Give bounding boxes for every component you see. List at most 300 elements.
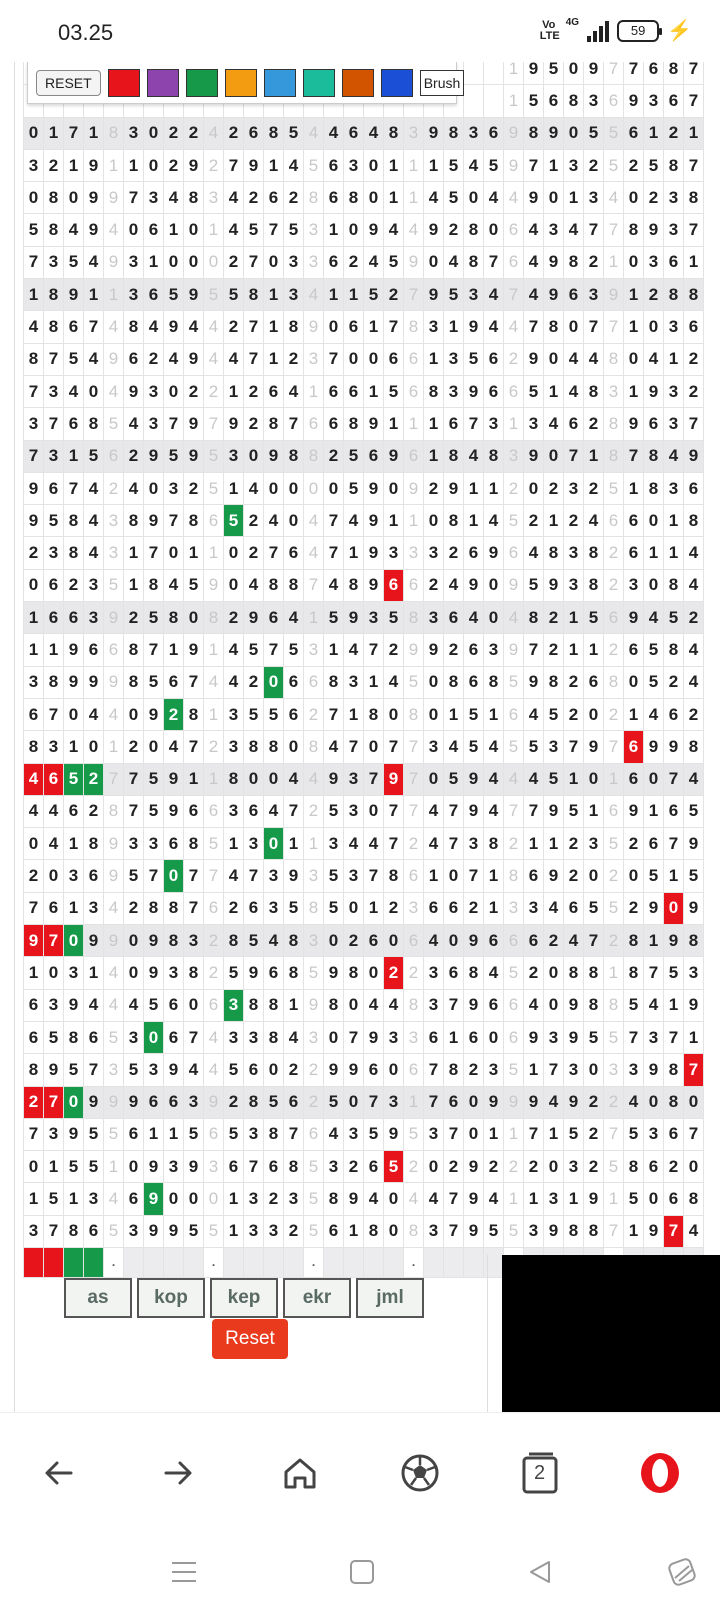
grid-cell[interactable]: 3	[624, 569, 644, 601]
grid-cell[interactable]: 3	[424, 1118, 444, 1150]
grid-cell[interactable]: 4	[44, 828, 64, 860]
grid-cell[interactable]: 3	[84, 892, 104, 924]
grid-cell[interactable]: 5	[524, 375, 544, 407]
grid-cell[interactable]: 5	[464, 343, 484, 375]
grid-cell[interactable]: 6	[164, 1086, 184, 1118]
grid-cell[interactable]: 8	[344, 957, 364, 989]
grid-cell[interactable]: 1	[224, 828, 244, 860]
grid-cell[interactable]: 8	[384, 860, 404, 892]
grid-cell[interactable]: 6	[404, 440, 424, 472]
grid-cell[interactable]: 2	[644, 279, 664, 311]
grid-cell[interactable]: 6	[664, 246, 684, 278]
grid-cell[interactable]: 7	[284, 1118, 304, 1150]
grid-cell[interactable]: 3	[164, 957, 184, 989]
grid-cell[interactable]: 0	[124, 214, 144, 246]
grid-cell[interactable]: 9	[424, 634, 444, 666]
grid-cell[interactable]: 9	[524, 343, 544, 375]
grid-cell[interactable]: 3	[44, 1118, 64, 1150]
grid-cell[interactable]: 6	[444, 408, 464, 440]
grid-cell[interactable]: 7	[84, 1054, 104, 1086]
grid-cell[interactable]: 7	[604, 731, 624, 763]
grid-cell[interactable]: 8	[124, 634, 144, 666]
grid-cell[interactable]: 4	[684, 569, 704, 601]
grid-cell[interactable]: 7	[604, 62, 624, 85]
grid-cell[interactable]: 9	[184, 440, 204, 472]
grid-cell[interactable]: 5	[604, 149, 624, 181]
grid-cell[interactable]: 7	[244, 311, 264, 343]
grid-cell[interactable]: 1	[664, 989, 684, 1021]
grid-cell[interactable]: 3	[544, 214, 564, 246]
grid-cell[interactable]: 5	[304, 1183, 324, 1215]
grid-cell[interactable]: 7	[664, 763, 684, 795]
grid-cell[interactable]: 2	[644, 182, 664, 214]
grid-cell[interactable]: 8	[124, 505, 144, 537]
grid-cell[interactable]: 1	[664, 505, 684, 537]
grid-cell[interactable]: 9	[484, 537, 504, 569]
grid-cell[interactable]: 4	[284, 1021, 304, 1053]
grid-cell[interactable]: 1	[64, 892, 84, 924]
grid-cell[interactable]: 5	[64, 1054, 84, 1086]
grid-cell[interactable]: 8	[224, 925, 244, 957]
grid-cell[interactable]: 5	[144, 666, 164, 698]
reset-colors-button[interactable]: RESET	[36, 70, 101, 96]
grid-cell[interactable]: 9	[84, 925, 104, 957]
grid-cell[interactable]: 3	[384, 1086, 404, 1118]
grid-cell[interactable]: 1	[404, 182, 424, 214]
grid-cell[interactable]: 8	[684, 925, 704, 957]
grid-cell[interactable]: 4	[84, 989, 104, 1021]
grid-cell[interactable]: 7	[44, 1215, 64, 1247]
grid-cell[interactable]: 2	[304, 1086, 324, 1118]
grid-cell[interactable]: 3	[304, 214, 324, 246]
grid-cell[interactable]: 1	[64, 731, 84, 763]
grid-cell[interactable]: 2	[544, 925, 564, 957]
grid-cell[interactable]: 0	[644, 311, 664, 343]
grid-cell[interactable]: 9	[104, 182, 124, 214]
grid-cell[interactable]: 3	[44, 375, 64, 407]
grid-cell[interactable]: 4	[84, 246, 104, 278]
grid-cell[interactable]: 0	[144, 117, 164, 149]
grid-cell[interactable]: 6	[504, 214, 524, 246]
grid-cell[interactable]: 1	[364, 311, 384, 343]
grid-cell[interactable]: 5	[324, 892, 344, 924]
grid-cell[interactable]: 0	[304, 472, 324, 504]
grid-cell[interactable]: 6	[104, 634, 124, 666]
brush-button[interactable]: Brush	[420, 70, 465, 96]
grid-cell[interactable]: 3	[484, 408, 504, 440]
grid-cell[interactable]: 7	[84, 311, 104, 343]
grid-cell[interactable]: 3	[144, 182, 164, 214]
grid-cell[interactable]: 9	[524, 440, 544, 472]
grid-cell[interactable]: 9	[524, 182, 544, 214]
grid-cell[interactable]: 6	[584, 666, 604, 698]
grid-cell[interactable]: 2	[244, 666, 264, 698]
grid-cell[interactable]: 2	[164, 117, 184, 149]
grid-cell[interactable]: 1	[564, 1183, 584, 1215]
grid-cell[interactable]: 0	[144, 149, 164, 181]
grid-cell[interactable]: 0	[244, 440, 264, 472]
grid-cell[interactable]: 7	[444, 1118, 464, 1150]
grid-cell[interactable]: 0	[24, 569, 44, 601]
grid-cell[interactable]: 8	[604, 666, 624, 698]
grid-cell[interactable]: 3	[424, 1215, 444, 1247]
grid-cell[interactable]: 7	[344, 1021, 364, 1053]
grid-cell[interactable]: 6	[504, 989, 524, 1021]
grid-cell[interactable]: 6	[324, 375, 344, 407]
grid-cell[interactable]: 4	[684, 537, 704, 569]
grid-cell[interactable]: 9	[284, 860, 304, 892]
grid-cell[interactable]: 8	[504, 860, 524, 892]
grid-cell[interactable]: 2	[24, 860, 44, 892]
grid-cell[interactable]: 8	[584, 1215, 604, 1247]
grid-cell[interactable]: 7	[544, 1054, 564, 1086]
grid-cell[interactable]: 6	[124, 343, 144, 375]
grid-cell[interactable]: 9	[104, 925, 124, 957]
grid-cell[interactable]: 4	[224, 666, 244, 698]
highlighted-cell[interactable]: 0	[64, 925, 84, 957]
grid-cell[interactable]: 9	[524, 1021, 544, 1053]
highlighted-cell[interactable]: 6	[384, 569, 404, 601]
reset-button[interactable]: Reset	[212, 1319, 288, 1359]
grid-cell[interactable]: 5	[104, 408, 124, 440]
highlighted-cell[interactable]: 2	[164, 698, 184, 730]
grid-cell[interactable]: 8	[344, 182, 364, 214]
highlighted-cell[interactable]: 0	[664, 892, 684, 924]
grid-cell[interactable]: 5	[504, 1215, 524, 1247]
grid-cell[interactable]: 6	[684, 472, 704, 504]
grid-cell[interactable]: 5	[644, 860, 664, 892]
grid-cell[interactable]: 3	[264, 892, 284, 924]
grid-cell[interactable]: 9	[464, 795, 484, 827]
grid-cell[interactable]: 6	[124, 1118, 144, 1150]
grid-cell[interactable]: 1	[104, 1151, 124, 1183]
grid-cell[interactable]: 1	[164, 634, 184, 666]
grid-cell[interactable]: 0	[124, 925, 144, 957]
grid-cell[interactable]: 5	[404, 1118, 424, 1150]
grid-cell[interactable]: 1	[424, 440, 444, 472]
grid-cell[interactable]: 4	[224, 182, 244, 214]
grid-cell[interactable]: 7	[604, 1118, 624, 1150]
grid-cell[interactable]: 2	[124, 731, 144, 763]
grid-cell[interactable]: 9	[184, 1151, 204, 1183]
grid-cell[interactable]: 1	[104, 279, 124, 311]
grid-cell[interactable]: 1	[624, 472, 644, 504]
grid-cell[interactable]: 1	[504, 1183, 524, 1215]
grid-cell[interactable]: 3	[524, 892, 544, 924]
grid-cell[interactable]: 7	[664, 1021, 684, 1053]
grid-cell[interactable]: 2	[444, 214, 464, 246]
grid-cell[interactable]: 6	[464, 666, 484, 698]
grid-cell[interactable]: 6	[664, 1183, 684, 1215]
grid-cell[interactable]: 4	[584, 505, 604, 537]
grid-cell[interactable]: 2	[684, 343, 704, 375]
grid-cell[interactable]: 1	[224, 1215, 244, 1247]
grid-cell[interactable]: 4	[24, 795, 44, 827]
grid-cell[interactable]: 3	[244, 1215, 264, 1247]
grid-cell[interactable]: 0	[624, 666, 644, 698]
grid-cell[interactable]: 1	[404, 408, 424, 440]
grid-cell[interactable]: 3	[324, 828, 344, 860]
grid-cell[interactable]: 7	[124, 795, 144, 827]
grid-cell[interactable]: 8	[364, 1215, 384, 1247]
grid-cell[interactable]: 5	[144, 763, 164, 795]
grid-cell[interactable]: 6	[624, 763, 644, 795]
grid-cell[interactable]: 9	[364, 214, 384, 246]
grid-cell[interactable]: 2	[224, 892, 244, 924]
grid-cell[interactable]: 0	[84, 375, 104, 407]
grid-cell[interactable]: 8	[304, 182, 324, 214]
grid-cell[interactable]: 6	[484, 375, 504, 407]
grid-cell[interactable]: 2	[504, 472, 524, 504]
grid-cell[interactable]: 5	[144, 602, 164, 634]
grid-cell[interactable]: 7	[604, 311, 624, 343]
grid-cell[interactable]: 1	[604, 246, 624, 278]
grid-cell[interactable]: 7	[404, 731, 424, 763]
grid-cell[interactable]: 9	[104, 1086, 124, 1118]
grid-cell[interactable]: 9	[104, 343, 124, 375]
grid-cell[interactable]: 1	[384, 408, 404, 440]
grid-cell[interactable]: 9	[484, 1086, 504, 1118]
grid-cell[interactable]: 4	[164, 343, 184, 375]
grid-cell[interactable]: 4	[164, 569, 184, 601]
grid-cell[interactable]: 7	[304, 569, 324, 601]
grid-cell[interactable]: 8	[324, 666, 344, 698]
grid-cell[interactable]: 7	[44, 408, 64, 440]
grid-cell[interactable]: 3	[24, 1215, 44, 1247]
grid-cell[interactable]: 2	[84, 795, 104, 827]
grid-cell[interactable]: 6	[44, 472, 64, 504]
grid-cell[interactable]: 2	[444, 634, 464, 666]
grid-cell[interactable]: 5	[524, 731, 544, 763]
grid-cell[interactable]: 7	[584, 925, 604, 957]
grid-cell[interactable]: 8	[84, 828, 104, 860]
grid-cell[interactable]: 5	[584, 892, 604, 924]
grid-cell[interactable]: 3	[284, 1183, 304, 1215]
grid-cell[interactable]: 2	[284, 182, 304, 214]
highlighted-cell[interactable]: 5	[224, 505, 244, 537]
grid-cell[interactable]: 6	[304, 408, 324, 440]
grid-cell[interactable]: 5	[104, 569, 124, 601]
grid-cell[interactable]: 7	[384, 731, 404, 763]
grid-cell[interactable]: 5	[104, 1215, 124, 1247]
grid-cell[interactable]: 0	[284, 731, 304, 763]
grid-cell[interactable]: 4	[424, 182, 444, 214]
grid-cell[interactable]: 6	[504, 698, 524, 730]
grid-cell[interactable]: 4	[444, 731, 464, 763]
grid-cell[interactable]: 8	[544, 537, 564, 569]
grid-cell[interactable]: 5	[384, 375, 404, 407]
grid-cell[interactable]: 2	[284, 343, 304, 375]
grid-cell[interactable]: 4	[244, 472, 264, 504]
grid-cell[interactable]: 0	[264, 1054, 284, 1086]
grid-cell[interactable]: 1	[284, 989, 304, 1021]
grid-cell[interactable]: 9	[164, 1215, 184, 1247]
grid-cell[interactable]: 2	[384, 892, 404, 924]
grid-cell[interactable]: 2	[604, 925, 624, 957]
grid-cell[interactable]: 9	[504, 1086, 524, 1118]
grid-cell[interactable]: 7	[164, 408, 184, 440]
grid-cell[interactable]: 6	[504, 375, 524, 407]
grid-cell[interactable]: 5	[84, 1151, 104, 1183]
grid-cell[interactable]: 9	[144, 925, 164, 957]
grid-cell[interactable]: 0	[124, 957, 144, 989]
grid-cell[interactable]: 6	[644, 408, 664, 440]
grid-cell[interactable]: 9	[104, 666, 124, 698]
grid-cell[interactable]: 1	[644, 537, 664, 569]
grid-cell[interactable]: 6	[364, 925, 384, 957]
grid-cell[interactable]: 5	[184, 1215, 204, 1247]
grid-cell[interactable]: 6	[604, 795, 624, 827]
grid-cell[interactable]: 7	[524, 795, 544, 827]
grid-cell[interactable]: 8	[164, 892, 184, 924]
grid-cell[interactable]: 1	[524, 828, 544, 860]
grid-cell[interactable]: 2	[224, 246, 244, 278]
grid-cell[interactable]: 8	[164, 925, 184, 957]
grid-cell[interactable]: 0	[324, 311, 344, 343]
grid-cell[interactable]: 2	[384, 634, 404, 666]
highlighted-cell[interactable]: 7	[44, 925, 64, 957]
grid-cell[interactable]: 9	[244, 149, 264, 181]
grid-cell[interactable]: 8	[324, 989, 344, 1021]
grid-cell[interactable]: 3	[304, 246, 324, 278]
grid-cell[interactable]: 4	[24, 311, 44, 343]
grid-cell[interactable]: 8	[124, 311, 144, 343]
grid-cell[interactable]: 3	[344, 666, 364, 698]
grid-cell[interactable]: 8	[584, 989, 604, 1021]
grid-cell[interactable]: 7	[624, 62, 644, 85]
grid-cell[interactable]: 1	[644, 117, 664, 149]
grid-cell[interactable]: 7	[404, 279, 424, 311]
grid-cell[interactable]: 8	[184, 698, 204, 730]
grid-cell[interactable]: 8	[264, 569, 284, 601]
grid-cell[interactable]: 8	[44, 279, 64, 311]
grid-cell[interactable]: 8	[204, 602, 224, 634]
back-button[interactable]	[34, 1448, 84, 1498]
grid-cell[interactable]: 6	[264, 1151, 284, 1183]
grid-cell[interactable]: 0	[324, 472, 344, 504]
grid-cell[interactable]: 3	[44, 537, 64, 569]
grid-cell[interactable]: 0	[684, 1151, 704, 1183]
grid-cell[interactable]: 7	[424, 1054, 444, 1086]
grid-cell[interactable]: 1	[24, 602, 44, 634]
grid-cell[interactable]: 4	[524, 989, 544, 1021]
grid-cell[interactable]: 4	[524, 698, 544, 730]
grid-cell[interactable]: 5	[324, 860, 344, 892]
grid-cell[interactable]: 5	[444, 149, 464, 181]
grid-cell[interactable]: 2	[444, 1151, 464, 1183]
grid-cell[interactable]: 1	[224, 1183, 244, 1215]
grid-cell[interactable]: 4	[464, 149, 484, 181]
grid-cell[interactable]: 2	[584, 1086, 604, 1118]
grid-cell[interactable]: 8	[664, 634, 684, 666]
grid-cell[interactable]: 1	[664, 537, 684, 569]
grid-cell[interactable]: 2	[524, 505, 544, 537]
grid-cell[interactable]: 9	[644, 375, 664, 407]
grid-cell[interactable]: 7	[264, 537, 284, 569]
grid-cell[interactable]: 8	[684, 1183, 704, 1215]
grid-cell[interactable]: 4	[224, 860, 244, 892]
grid-cell[interactable]: 9	[604, 279, 624, 311]
grid-cell[interactable]: 0	[644, 569, 664, 601]
grid-cell[interactable]: 0	[384, 472, 404, 504]
grid-cell[interactable]: 4	[204, 311, 224, 343]
grid-cell[interactable]: 9	[464, 763, 484, 795]
grid-cell[interactable]: 4	[484, 279, 504, 311]
grid-cell[interactable]: 7	[384, 828, 404, 860]
grid-cell[interactable]: 9	[364, 537, 384, 569]
grid-cell[interactable]: 0	[384, 698, 404, 730]
grid-cell[interactable]: 9	[544, 569, 564, 601]
grid-cell[interactable]: 1	[424, 860, 444, 892]
grid-cell[interactable]: 3	[404, 537, 424, 569]
grid-cell[interactable]: 9	[244, 957, 264, 989]
grid-cell[interactable]: 2	[124, 440, 144, 472]
grid-cell[interactable]: 8	[304, 892, 324, 924]
grid-cell[interactable]: 8	[264, 731, 284, 763]
grid-cell[interactable]: 2	[284, 1054, 304, 1086]
grid-cell[interactable]: 7	[564, 440, 584, 472]
grid-cell[interactable]: 0	[24, 117, 44, 149]
grid-cell[interactable]: 1	[404, 149, 424, 181]
grid-cell[interactable]: 0	[464, 182, 484, 214]
color-swatch-2[interactable]	[186, 69, 218, 97]
grid-cell[interactable]: 6	[44, 892, 64, 924]
grid-cell[interactable]: 8	[644, 440, 664, 472]
grid-cell[interactable]: 6	[484, 117, 504, 149]
grid-cell[interactable]: 7	[364, 860, 384, 892]
grid-cell[interactable]: 3	[204, 1151, 224, 1183]
grid-cell[interactable]: 2	[564, 505, 584, 537]
grid-cell[interactable]: 3	[604, 375, 624, 407]
grid-cell[interactable]: 8	[44, 311, 64, 343]
highlighted-cell[interactable]: 6	[624, 731, 644, 763]
grid-cell[interactable]: 8	[244, 279, 264, 311]
grid-cell[interactable]: 2	[484, 1151, 504, 1183]
grid-cell[interactable]: 1	[604, 1183, 624, 1215]
grid-cell[interactable]: 3	[604, 1054, 624, 1086]
grid-cell[interactable]: 4	[264, 505, 284, 537]
grid-cell[interactable]: 0	[544, 440, 564, 472]
grid-cell[interactable]: 4	[564, 214, 584, 246]
grid-cell[interactable]: 9	[544, 279, 564, 311]
grid-cell[interactable]: 2	[604, 698, 624, 730]
grid-cell[interactable]: 5	[164, 279, 184, 311]
grid-cell[interactable]: 3	[584, 279, 604, 311]
grid-cell[interactable]: 4	[504, 182, 524, 214]
grid-cell[interactable]: 4	[404, 214, 424, 246]
grid-cell[interactable]: 5	[164, 440, 184, 472]
grid-cell[interactable]: 6	[404, 860, 424, 892]
grid-cell[interactable]: 6	[404, 1054, 424, 1086]
grid-cell[interactable]: 9	[204, 569, 224, 601]
grid-cell[interactable]: 3	[464, 828, 484, 860]
grid-cell[interactable]: 4	[284, 602, 304, 634]
grid-cell[interactable]: 7	[124, 182, 144, 214]
grid-cell[interactable]: 3	[84, 1183, 104, 1215]
grid-cell[interactable]: 4	[204, 1054, 224, 1086]
grid-cell[interactable]: 5	[204, 440, 224, 472]
grid-cell[interactable]: 3	[44, 989, 64, 1021]
grid-cell[interactable]: 8	[304, 731, 324, 763]
grid-cell[interactable]: 2	[584, 408, 604, 440]
grid-cell[interactable]: 1	[144, 1118, 164, 1150]
grid-cell[interactable]: 9	[584, 62, 604, 85]
grid-cell[interactable]: 6	[504, 925, 524, 957]
grid-cell[interactable]: 7	[324, 505, 344, 537]
grid-cell[interactable]: 5	[224, 1118, 244, 1150]
grid-cell[interactable]: 6	[564, 892, 584, 924]
grid-cell[interactable]: 1	[124, 569, 144, 601]
